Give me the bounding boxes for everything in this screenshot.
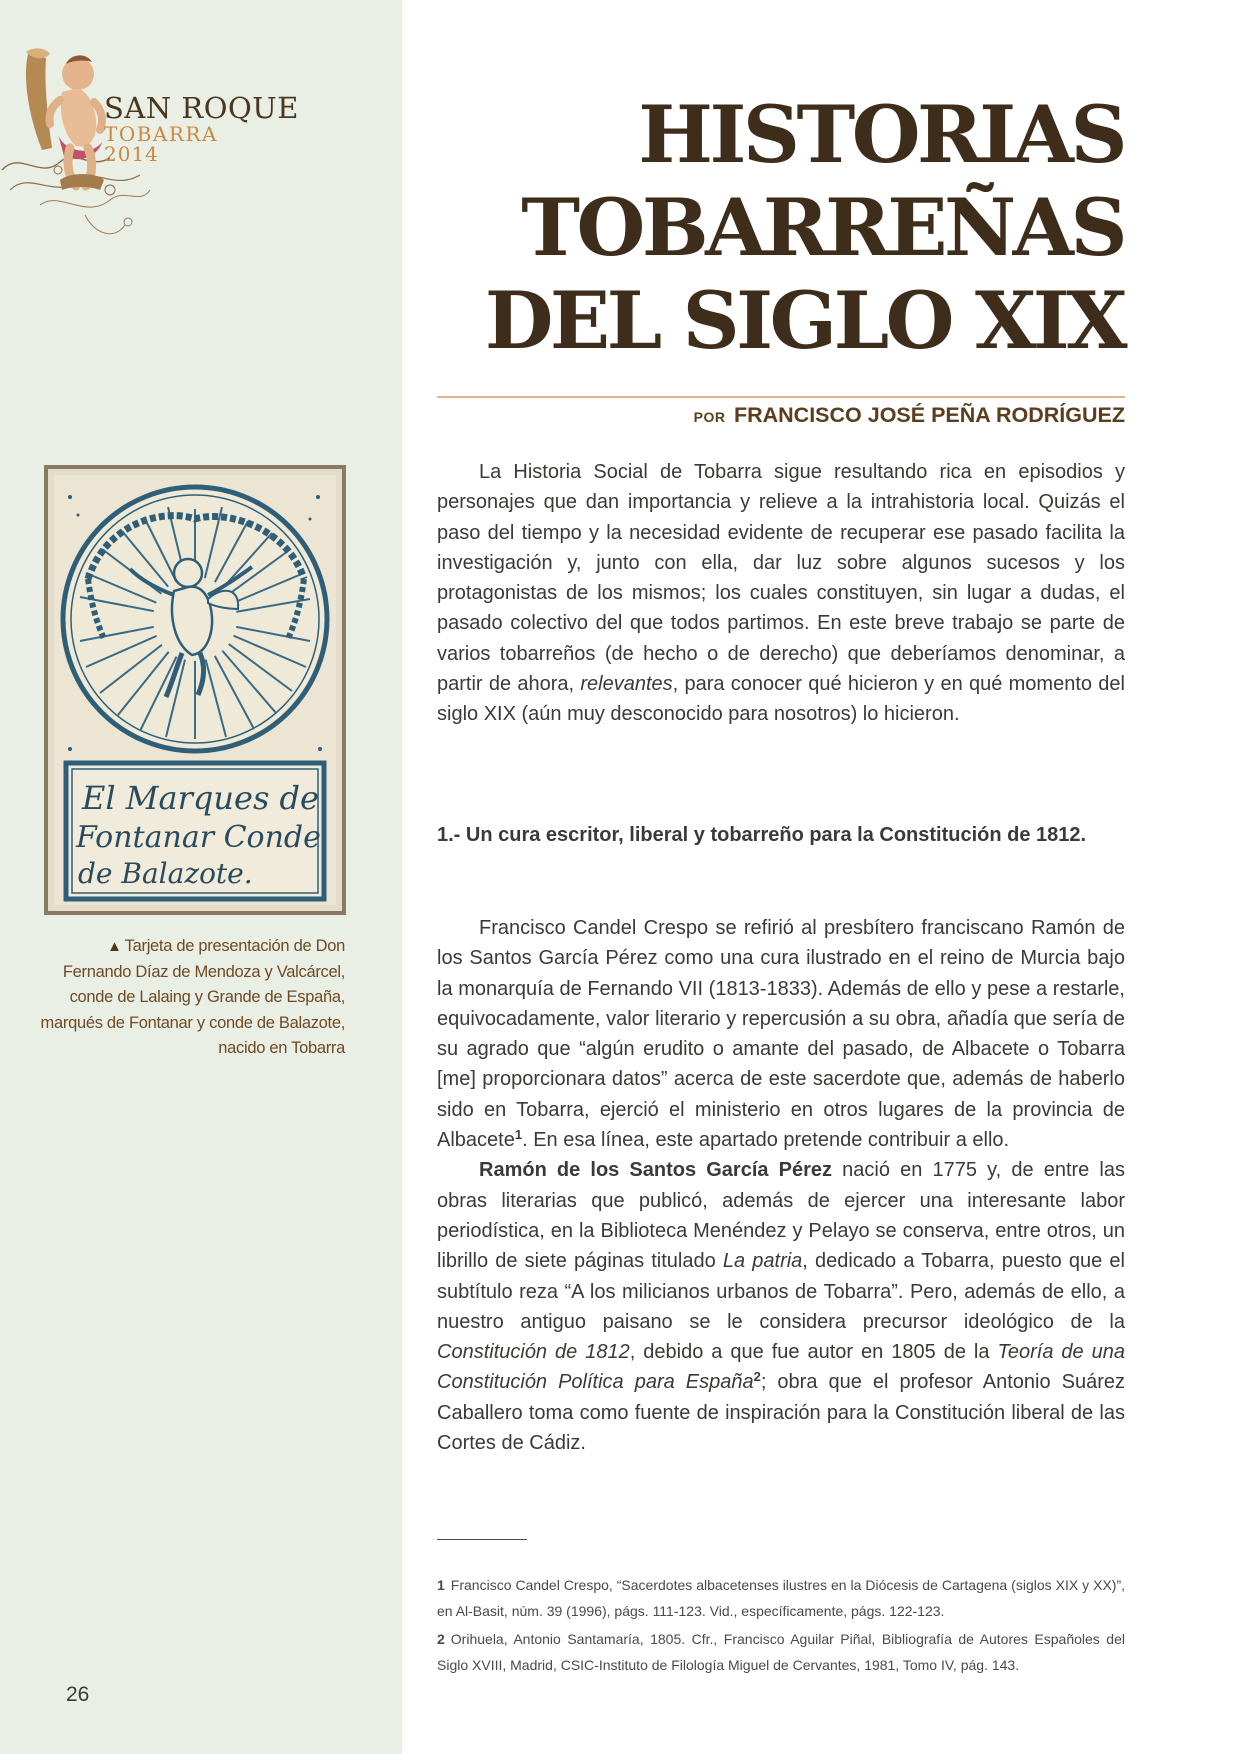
logo-wordmark [104,92,299,165]
handwriting-line-3: de Balazote. [78,857,253,890]
footnote-2 [437,1627,1125,1678]
footnote-divider [437,1539,527,1540]
title-divider [437,396,1125,398]
page-number: 26 [66,1683,90,1706]
caption-arrow-icon: ▲ [107,938,122,955]
footnote-1-text: Francisco Candel Crespo, “Sacerdotes albacetenses ilustres en la Diócesis de Cartagena (siglos XIX y XX)”, en Al-Basit, núm. 39 (1996), págs. 111-123. Vid., específicamente, págs. 122-123. [437,1577,1125,1619]
title-line-1: HISTORIAS [638,88,1124,181]
paragraph-2-t1: nació en 1775 y, de entre las obras literarias que publicó, además de ejercer una interesante labor periodística, en la Biblioteca Menéndez y Pelayo se conserva, entre otros, un librillo de siete páginas titulado [437,1159,1125,1273]
publication-logo [0,40,300,250]
sidebar [0,0,402,1754]
paragraph-2-i1: La patria [722,1250,803,1273]
paragraph-2 [437,1155,1125,1458]
intro-text-1: La Historia Social de Tobarra sigue resultando rica en episodios y personajes que dan importancia y relieve a la intrahistoria local. Quizás el paso del tiempo y la necesidad evidente de recuperar ese pasado facilita la investigación y, junto con ella, dar luz sobre algunos sucesos y los protagonistas de los mismos; los cuales constituyen, sin lugar a dudas, el pasado colectivo del que todos partimos. En este breve trabajo se parte de varios tobarreños (de hecho o de derecho) que deberíamos denominar, a partir de ahora, [437,461,1125,696]
image-caption [40,934,345,1062]
paragraph-1 [437,913,1125,1155]
author-name: FRANCISCO JOSÉ PEÑA RODRÍGUEZ [733,403,1125,427]
paragraph-2-t3: , debido a que fue autor en 1805 de la [629,1341,998,1364]
section-heading: 1.- Un cura escritor, liberal y tobarreño para la Constitución de 1812. [437,824,1087,846]
article-title [364,88,1124,367]
paragraph-2-i2: Constitución de 1812 [437,1341,630,1364]
footnote-ref-1[interactable]: 1 [514,1127,523,1143]
paragraph-1-text: Francisco Candel Crespo se refirió al presbítero franciscano Ramón de los Santos García Pérez como una cura ilustrado en el reino de Murcia bajo la monarquía de Fernando VII (1813-1833). Además de ello y pese a restarle, equivocadamente, valor literario y repercusión a su obra, añadía que sería de su agrado que “algún erudito o amante del pasado, de Albacete o Tobarra [me] proporcionara datos” acerca de este sacerdote que, además de haberlo sido en Tobarra, ejerció el ministerio en otros lugares de la provincia de Albacete [437,917,1125,1152]
paragraph-2-i3: Teoría de una Constitución Política para España [437,1341,1125,1394]
paragraph-2-t4: ; obra que el profesor Antonio Suárez Caballero toma como fuente de inspiración para la Constitución liberal de las Cortes de Cádiz. [437,1371,1125,1455]
footnote-1 [437,1573,1125,1624]
title-line-3: DEL SIGLO XIX [484,274,1124,367]
paragraph-2-bold: Ramón de los Santos García Pérez [479,1159,833,1182]
byline [694,403,1125,428]
footnote-2-number: 2 [437,1631,445,1647]
title-line-2: TOBARREÑAS [521,181,1124,274]
byline-prefix: POR [693,409,726,425]
intro-italic: relevantes [580,673,673,696]
footnote-2-text: Orihuela, Antonio Santamaría, 1805. Cfr., Francisco Aguilar Piñal, Bibliografía de Autores Españoles del Siglo XVIII, Madrid, CSIC-Instituto de Filología Miguel de Cervantes, 1981, Tomo IV, pág. 143. [437,1631,1125,1673]
caption-text: Tarjeta de presentación de Don Fernando Díaz de Mendoza y Valcárcel, conde de Lalaing y Grande de España, marqués de Fontanar y conde de Balazote, nacido en Tobarra [40,937,345,1057]
section-body [437,913,1125,1458]
handwriting-line-2: Fontanar Conde [76,820,321,855]
logo-line-year: 2014 [104,142,159,166]
footnote-1-number: 1 [437,1577,445,1593]
footnote-ref-2[interactable]: 2 [753,1369,761,1385]
intro-text-2: , para conocer qué hicieron y en qué momento del siglo XIX (aún muy desconocido para nosotros) lo hicieron. [437,673,1125,726]
logo-line-tobarra: TOBARRA [104,122,218,146]
handwriting-line-1: El Marques de [82,779,319,817]
intro-paragraph [437,457,1125,730]
historic-calling-card-image [44,465,346,915]
logo-line-san-roque: SAN ROQUE [104,91,299,125]
cherub-engraving-icon [48,469,342,911]
paragraph-2-t2: , dedicado a Tobarra, puesto que el subtítulo reza “A los milicianos urbanos de Tobarra”. Pero, además de ello, a nuestro antiguo paisano se le considera precursor ideológico de la [437,1250,1125,1333]
paragraph-1-tail: . En esa línea, este apartado pretende contribuir a ello. [522,1129,1010,1152]
footnotes [437,1573,1125,1681]
